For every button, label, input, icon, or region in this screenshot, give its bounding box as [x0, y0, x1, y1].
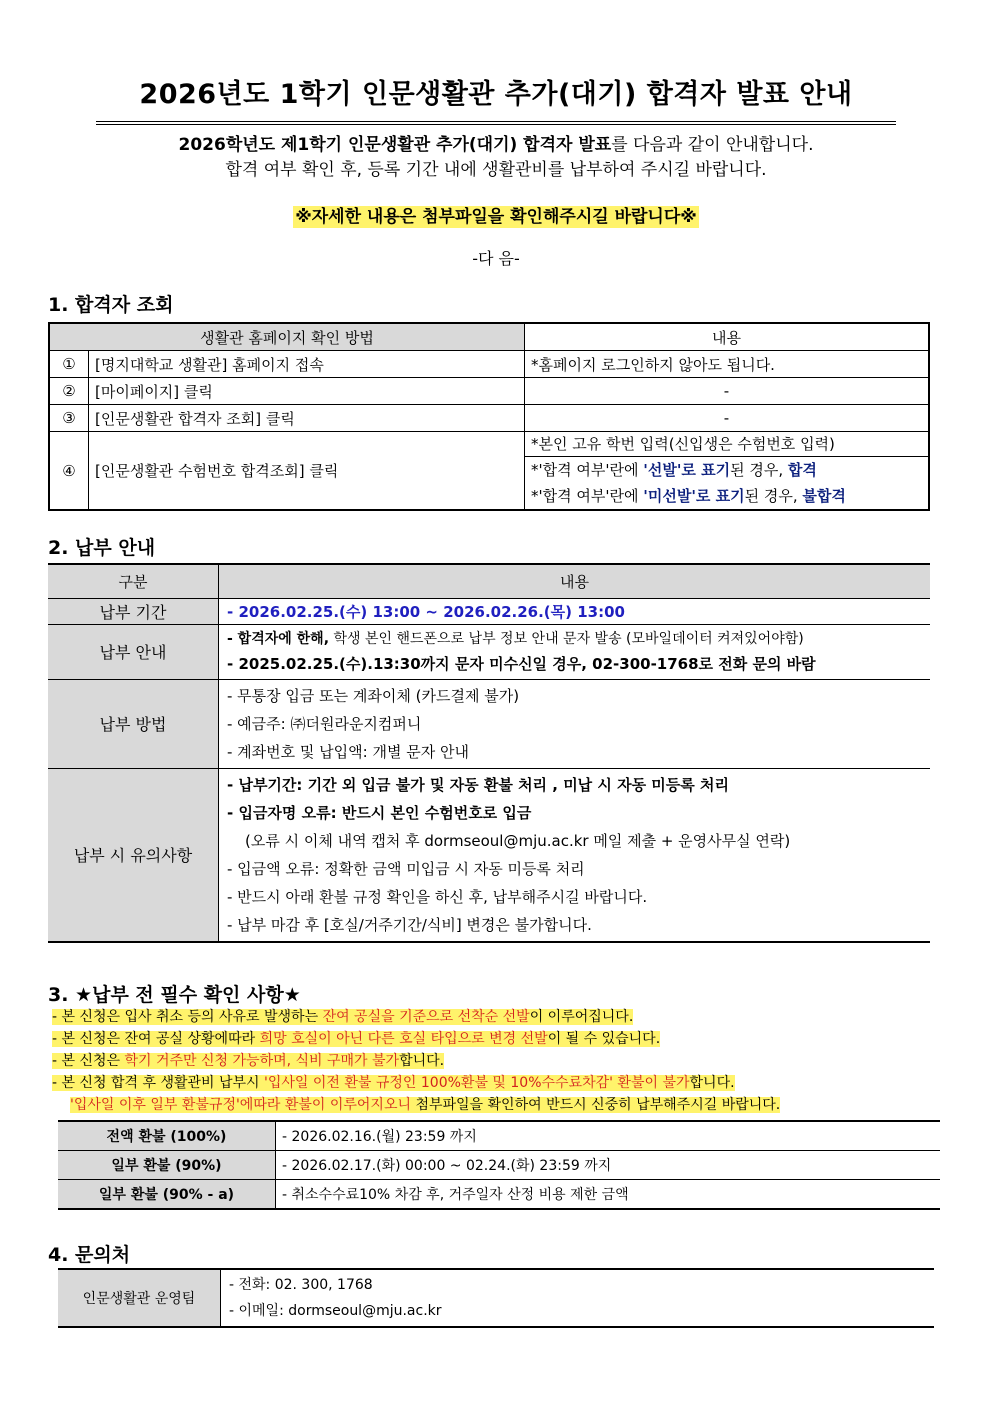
title-divider [96, 121, 896, 122]
warning-emphasis: 학기 거주만 신청 가능하며, 식비 구매가 불가 [124, 1053, 400, 1069]
caution-line: - 반드시 아래 환불 규정 확인을 하신 후, 납부해주시길 바랍니다. [227, 887, 648, 906]
caution-line: - 입금액 오류: 정확한 금액 미입금 시 자동 미등록 처리 [227, 859, 585, 878]
warning-text: 첨부파일을 확인하여 반드시 신중히 납부해주시길 바랍니다. [411, 1097, 781, 1113]
method-line: - 무통장 입금 또는 계좌이체 (카드결제 불가) [227, 686, 520, 705]
intro-bold: 2026학년도 제1학기 인문생활관 추가(대기) 합격자 발표 [178, 135, 612, 155]
step-content [525, 432, 929, 511]
result-text: *'합격 여부'란에 [531, 487, 644, 505]
pass-label: 합격 [787, 461, 817, 479]
warning-emphasis: '입사일 이전 환불 규정인 100%환불 및 10%수수료차감' 환불이 불가 [264, 1075, 690, 1091]
table-row [58, 1269, 934, 1327]
table-row [48, 598, 930, 624]
result-line-2 [525, 457, 928, 483]
table-row [48, 624, 930, 679]
caution-value [219, 768, 931, 942]
section-4-heading: 4. 문의처 [48, 1244, 131, 1266]
section-2-heading: 2. 납부 안내 [48, 537, 156, 559]
warning-text: - 본 신청은 잔여 공실 상황에따라 [52, 1031, 260, 1047]
title-divider [96, 124, 896, 125]
guide-line-1 [227, 627, 922, 651]
method-line: - 예금주: ㈜더원라운지컴퍼니 [227, 714, 422, 733]
contact-table [58, 1268, 934, 1328]
guide-line-2: - 2025.02.25.(수).13:30까지 문자 미수신일 경우, 02-300-1768로 전화 문의 바람 [227, 654, 816, 673]
lookup-col-content: 내용 [525, 323, 929, 351]
step-number: ① [49, 351, 89, 378]
fail-label: 불합격 [802, 487, 846, 505]
payment-col-type: 구분 [48, 564, 219, 598]
guide-value [219, 624, 931, 679]
refund-label: 일부 환불 (90% - a) [58, 1180, 276, 1210]
result-line-3 [525, 483, 928, 509]
contact-details [221, 1269, 935, 1327]
selected-mark: '선발'로 표기 [643, 461, 731, 479]
refund-value: - 2026.02.17.(화) 00:00 ~ 02.24.(화) 23:59 까지 [276, 1151, 941, 1180]
refund-value: - 취소수수료10% 차감 후, 거주일자 산정 비용 제한 금액 [276, 1180, 941, 1210]
attachment-notice [0, 202, 992, 227]
caution-label: 납부 시 유의사항 [48, 768, 219, 942]
not-selected-mark: '미선발'로 표기 [643, 487, 745, 505]
guide-bold: - 합격자에 한해, [227, 630, 330, 647]
warning-emphasis: '입사일 이후 일부 환불규정'에따라 환불이 이루어지오니 [70, 1097, 411, 1113]
guide-label: 납부 안내 [48, 624, 219, 679]
intro-line-2: 합격 여부 확인 후, 등록 기간 내에 생활관비를 납부하여 주시길 바랍니다. [225, 160, 767, 180]
warning-line-2 [52, 1028, 660, 1050]
period-value: - 2026.02.25.(수) 13:00 ~ 2026.02.26.(목) 13:00 [219, 598, 931, 624]
step-number: ④ [49, 432, 89, 511]
warning-line-3 [52, 1050, 444, 1072]
caution-line: - 입금자명 오류: 반드시 본인 수험번호로 입금 [227, 803, 532, 822]
warning-emphasis: 희망 호실이 아닌 다른 호실 타입으로 변경 선발 [259, 1031, 548, 1047]
table-row [49, 405, 929, 432]
payment-table [48, 563, 930, 943]
warning-text: 합니다. [399, 1053, 445, 1069]
step-text: [명지대학교 생활관] 홈페이지 접속 [89, 351, 525, 378]
contact-phone: - 전화: 02. 300, 1768 [229, 1277, 373, 1293]
intro-rest: 를 다음과 같이 안내합니다. [611, 135, 814, 155]
section-3-heading: 3. ★납부 전 필수 확인 사항★ [48, 984, 301, 1006]
caution-line: - 납부 마감 후 [호실/거주기간/식비] 변경은 불가합니다. [227, 915, 592, 934]
step-content: - [525, 405, 929, 432]
guide-text: 학생 본인 핸드폰으로 납부 정보 안내 문자 발송 (모바일데이터 켜져있어야함) [329, 630, 804, 647]
step-content: - [525, 378, 929, 405]
step-content: *홈페이지 로그인하지 않아도 됩니다. [525, 351, 929, 378]
section-1-heading: 1. 합격자 조회 [48, 294, 174, 316]
warning-text: - 본 신청은 [52, 1053, 125, 1069]
warning-line-5 [70, 1094, 780, 1116]
contact-team: 인문생활관 운영팀 [58, 1269, 221, 1327]
refund-label: 전액 환불 (100%) [58, 1121, 276, 1151]
table-row [48, 768, 930, 942]
warning-text: 이 될 수 있습니다. [547, 1031, 661, 1047]
refund-label: 일부 환불 (90%) [58, 1151, 276, 1180]
lookup-col-method: 생활관 홈페이지 확인 방법 [49, 323, 525, 351]
step-number: ③ [49, 405, 89, 432]
table-row [58, 1151, 940, 1180]
step-text: [마이페이지] 클릭 [89, 378, 525, 405]
table-row [49, 432, 929, 511]
step-text: [인문생활관 수험번호 합격조회] 클릭 [89, 432, 525, 511]
table-row [58, 1121, 940, 1151]
method-value [219, 679, 931, 768]
result-text: *'합격 여부'란에 [531, 461, 644, 479]
lookup-table [48, 322, 930, 511]
page-title: 2026년도 1학기 인문생활관 추가(대기) 합격자 발표 안내 [139, 79, 853, 110]
warning-emphasis: 잔여 공실을 기준으로 선착순 선발 [322, 1009, 530, 1025]
step-text: [인문생활관 합격자 조회] 클릭 [89, 405, 525, 432]
intro-line-1 [0, 130, 992, 155]
caution-line: - 납부기간: 기간 외 입금 불가 및 자동 환불 처리 , 미납 시 자동 미등록 처리 [227, 775, 729, 794]
table-row [48, 679, 930, 768]
payment-col-content: 내용 [219, 564, 931, 598]
result-text: 된 경우, [744, 487, 803, 505]
warning-line-4 [52, 1072, 735, 1094]
caution-line: (오류 시 이체 내역 캡처 후 dormseoul@mju.ac.kr 메일 제출 + 운영사무실 연락) [245, 831, 791, 850]
dau-label: -다 음- [472, 249, 520, 268]
result-line-1: *본인 고유 학번 입력(신입생은 수험번호 입력) [525, 432, 928, 457]
warning-text: 이 이루어집니다. [529, 1009, 634, 1025]
refund-value: - 2026.02.16.(월) 23:59 까지 [276, 1121, 941, 1151]
contact-email: - 이메일: dormseoul@mju.ac.kr [229, 1303, 442, 1319]
period-label: 납부 기간 [48, 598, 219, 624]
warning-text: 합니다. [689, 1075, 735, 1091]
warning-line-1 [52, 1006, 633, 1028]
attachment-notice-text: ※자세한 내용은 첨부파일을 확인해주시길 바랍니다※ [295, 207, 697, 227]
method-line: - 계좌번호 및 납입액: 개별 문자 안내 [227, 742, 469, 761]
method-label: 납부 방법 [48, 679, 219, 768]
refund-table [58, 1120, 940, 1210]
warning-text: - 본 신청은 입사 취소 등의 사유로 발생하는 [52, 1009, 323, 1025]
table-row [58, 1180, 940, 1210]
result-text: 된 경우, [730, 461, 788, 479]
step-number: ② [49, 378, 89, 405]
warning-text: - 본 신청 합격 후 생활관비 납부시 [52, 1075, 265, 1091]
table-row [49, 378, 929, 405]
table-row [49, 351, 929, 378]
